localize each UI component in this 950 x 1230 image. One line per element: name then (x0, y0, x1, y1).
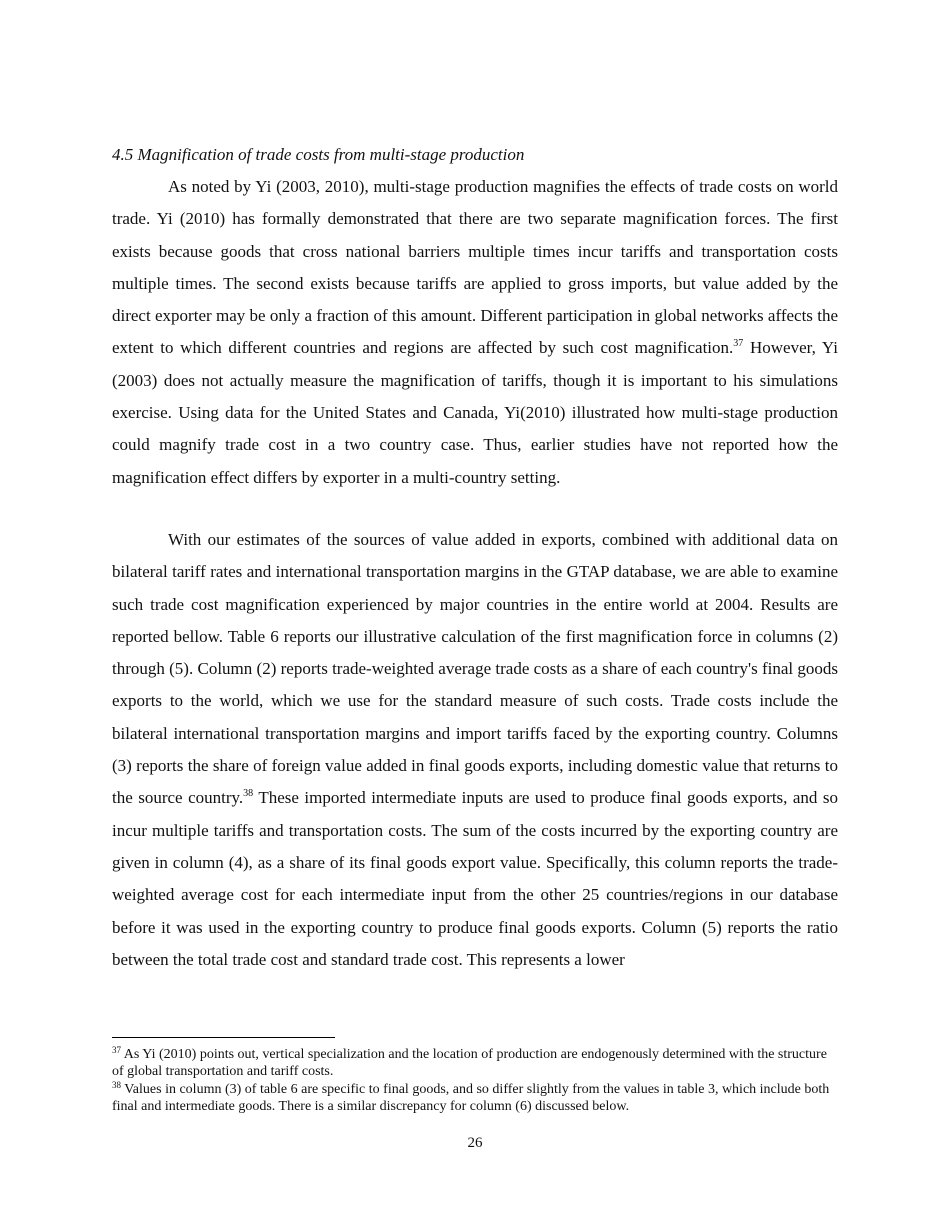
footnote (112, 1081, 838, 1115)
footnote-number: 38 (112, 1080, 121, 1090)
section-heading: 4.5 Magnification of trade costs from multi-stage production (112, 145, 525, 164)
body-paragraph (112, 524, 838, 976)
footnote-text: Values in column (3) of table 6 are specific to final goods, and so differ slightly from the values in table 3, which include both final and intermediate goods. There is a similar discrepancy for column (6) discussed below. (112, 1082, 830, 1114)
footnote-number: 37 (112, 1045, 121, 1055)
footnote-text: As Yi (2010) points out, vertical specialization and the location of production are endogenously determined with the structure of global transportation and tariff costs. (112, 1047, 827, 1079)
body-paragraph (112, 171, 838, 494)
footnote (112, 1046, 838, 1080)
footnote-reference[interactable]: 38 (243, 788, 254, 800)
paragraph-text: These imported intermediate inputs are used to produce final goods exports, and so incur multiple tariffs and transportation costs. The sum of the costs incurred by the exporting country are given in column (4), as a share of its final goods export value. Specifically, this column reports the trade-weighted average cost for each intermediate input from the other 25 countries/regions in our database before it was used in the exporting country to produce final goods exports. Column (5) reports the ratio between the total trade cost and standard trade cost. This represents a lower (112, 788, 839, 969)
paragraph-text: With our estimates of the sources of value added in exports, combined with additional data on bilateral tariff rates and international transportation margins in the GTAP database, we are able to examine such trade cost magnification experienced by major countries in the entire world at 2004. Results are reported bellow. Table 6 reports our illustrative calculation of the first magnification force in columns (2) through (5). Column (2) reports trade-weighted average trade costs as a share of each country's final goods exports to the world, which we use for the standard measure of such costs. Trade costs include the bilateral international transportation margins and import tariffs faced by the exporting country. Columns (3) reports the share of foreign value added in final goods exports, including domestic value that returns to the source country. (112, 530, 838, 808)
paragraph-text: However, Yi (2003) does not actually measure the magnification of tariffs, though it is important to his simulations exercise. Using data for the United States and Canada, Yi(2010) illustrated how multi-stage production could magnify trade cost in a two country case. Thus, earlier studies have not reported how the magnification effect differs by exporter in a multi-country setting. (112, 338, 838, 487)
footnote-reference[interactable]: 37 (733, 338, 744, 350)
paragraph-text: As noted by Yi (2003, 2010), multi-stage production magnifies the effects of trade costs on world trade. Yi (2010) has formally demonstrated that there are two separate magnification forces. The first exists because goods that cross national barriers multiple times incur tariffs and transportation costs multiple times. The second exists because tariffs are applied to gross imports, but value added by the direct exporter may be only a fraction of this amount. Different participation in global networks affects the extent to which different countries and regions are affected by such cost magnification. (112, 177, 838, 358)
page-number: 26 (467, 1135, 483, 1151)
footnote-divider (112, 1037, 335, 1038)
